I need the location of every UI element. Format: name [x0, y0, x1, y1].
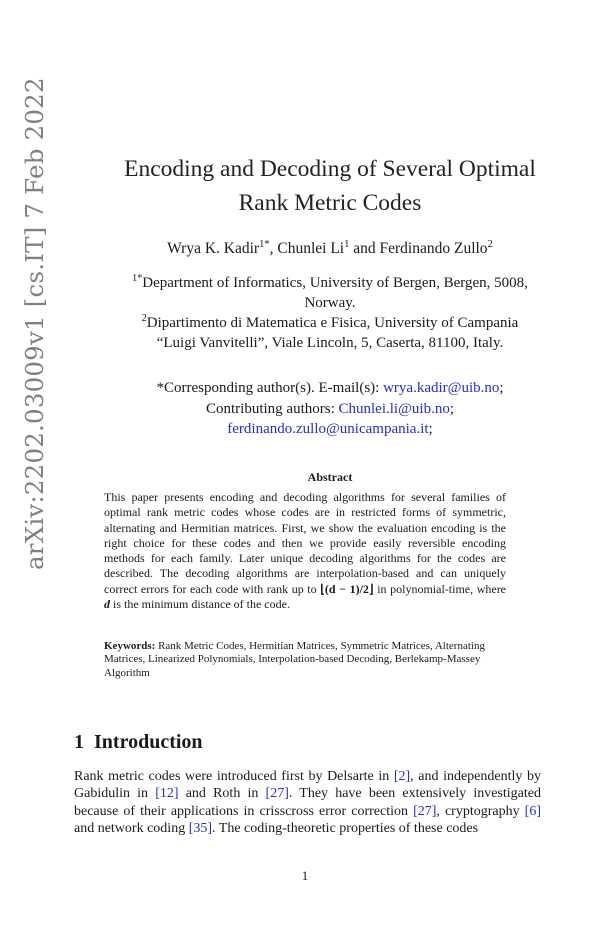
introduction-paragraph	[74, 768, 541, 837]
paragraph-text: , and independently by Gabidulin in	[74, 769, 541, 802]
abstract-text	[104, 490, 506, 612]
citation-link[interactable]: [2]	[393, 769, 411, 784]
contact-block	[70, 378, 590, 440]
affil-text: Department of Informatics, University of Bergen, Bergen, 5008,	[142, 275, 528, 291]
keywords-label: Keywords:	[104, 640, 156, 652]
keywords	[104, 640, 506, 680]
math-formula: ⌊(d − 1)/2⌋	[320, 581, 374, 596]
affiliation-1	[70, 273, 590, 313]
keywords-text: Rank Metric Codes, Hermitian Matrices, Symmetric Matrices, Alternating Matrices, Linearized Polynomials, Interpolation-based Decoding, Berlekamp-Massey Algorithm	[104, 640, 485, 679]
author-name: Ferdinando Zullo	[379, 240, 488, 257]
author-separator: ,	[269, 240, 278, 257]
paragraph-text: and Roth in	[178, 786, 266, 802]
email-link[interactable]: wrya.kadir@uib.no	[383, 380, 500, 396]
paragraph-text: and network coding	[74, 820, 189, 836]
citation-link[interactable]: [27]	[413, 803, 437, 819]
citation-link[interactable]: [12]	[155, 786, 179, 802]
author-affil-mark: 1	[344, 238, 350, 250]
affil-mark: 1*	[132, 273, 143, 284]
paragraph-text: . The coding-theoretic properties of these codes	[212, 820, 479, 836]
section-heading	[74, 731, 203, 754]
paper-title	[70, 152, 590, 220]
paragraph-text: Rank metric codes were introduced first by Delsarte in	[74, 769, 394, 784]
title-line-2: Rank Metric Codes	[238, 190, 422, 216]
contributing-label: Contributing authors:	[206, 400, 339, 417]
page-number: 1	[301, 868, 309, 883]
author-separator: and	[349, 240, 380, 257]
author-name: Chunlei Li	[277, 240, 345, 257]
citation-link[interactable]: [35]	[188, 820, 213, 836]
punctuation: ;	[449, 400, 454, 417]
section-number: 1	[74, 731, 84, 753]
paragraph-text: . They have been extensively investigated because of their applications in crisscross error correction	[74, 786, 541, 819]
affil-text: Norway.	[304, 295, 356, 311]
email-link[interactable]: Chunlei.li@uib.no	[338, 400, 450, 417]
title-line-1: Encoding and Decoding of Several Optimal	[124, 156, 536, 182]
email-link[interactable]: ferdinando.zullo@unicampania.it	[227, 421, 429, 437]
punctuation: ;	[499, 380, 504, 396]
author-affil-mark: 1*	[259, 238, 270, 250]
section-title: Introduction	[94, 731, 203, 753]
abstract-text-segment: in polynomial-time, where	[373, 581, 507, 596]
punctuation: ;	[428, 421, 433, 437]
paragraph-text: , cryptography	[436, 803, 525, 819]
author-name: Wrya K. Kadir	[167, 240, 260, 257]
math-variable: d	[104, 597, 110, 612]
abstract-text-segment: is the minimum distance of the code.	[110, 597, 290, 612]
author-list	[70, 240, 590, 258]
affil-text: “Luigi Vanvitelli”, Viale Lincoln, 5, Caserta, 81100, Italy.	[156, 335, 504, 351]
abstract-heading: Abstract	[307, 470, 353, 484]
affiliation-2	[70, 313, 590, 353]
abstract-text-segment: This paper presents encoding and decoding algorithms for several families of optimal rank metric codes whose codes are in restricted forms of symmetric, alternating and Hermitian matrices. First, we show the evaluation encoding is the right choice for these codes and then we provide easily reversible encoding methods for each family. Later unique decoding algorithms for the codes are described. The decoding algorithms are interpolation-based and can uniquely correct errors for each code with rank up to	[104, 490, 506, 596]
citation-link[interactable]: [6]	[524, 803, 541, 819]
citation-link[interactable]: [27]	[265, 786, 289, 802]
arxiv-identifier-stamp: arXiv:2202.03009v1 [cs.IT] 7 Feb 2022	[20, 77, 49, 570]
author-affil-mark: 2	[487, 238, 493, 250]
corresponding-label: *Corresponding author(s). E-mail(s):	[156, 380, 384, 396]
affil-mark: 2	[141, 313, 147, 324]
affil-text: Dipartimento di Matematica e Fisica, University of Campania	[146, 315, 519, 331]
